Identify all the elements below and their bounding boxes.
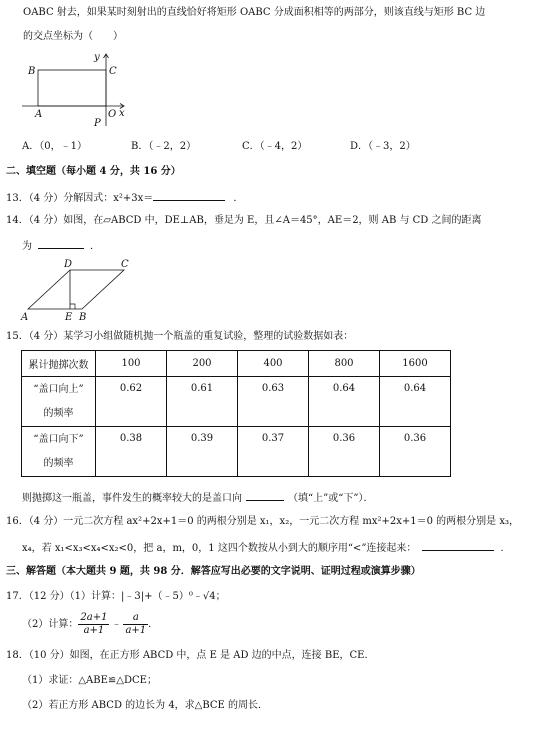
q16-score: （4 分） <box>28 516 64 527</box>
q12-text-line1: OABC 射去，如果某时刻射出的直线恰好将矩形 OABC 分成面积相等的两部分，则该直线与矩形 BC 边 <box>23 7 486 18</box>
table-cell: 0.37 <box>238 427 309 477</box>
q13-score: （4 分） <box>28 193 64 204</box>
choice-text: （﹣3，2） <box>368 141 416 152</box>
q15-followup <box>22 490 373 506</box>
q16-answer-blank[interactable] <box>422 540 494 551</box>
q16-end: ． <box>500 543 511 554</box>
q14-parallelogram-abcd <box>28 270 124 309</box>
q16-text-line1: 一元二次方程 ax²+2x+1＝0 的两根分别是 x₁，x₂，一元二次方程 mx²+2x+1＝0 的两根分别是 x₃， <box>63 516 520 527</box>
q14-label-e: E <box>65 312 73 322</box>
q17-part1-label: （1）计算： <box>69 591 122 602</box>
q14-label-a: A <box>21 312 29 322</box>
table-cell: 0.61 <box>167 377 238 427</box>
q14-number: 14． <box>6 215 29 226</box>
q12-choice-a[interactable] <box>22 140 87 154</box>
table-row <box>22 377 451 427</box>
q16-number: 16． <box>6 516 29 527</box>
q12-label-c: C <box>109 66 117 77</box>
table-header-cell: 累计抛掷次数 <box>22 351 96 377</box>
q14-score: （4 分） <box>28 215 64 226</box>
q17-number: 17． <box>6 591 29 602</box>
q13-text: 分解因式：x²+3x＝ <box>63 193 154 204</box>
table-row <box>22 427 451 477</box>
q15-stem <box>6 330 353 344</box>
table-cell: 0.39 <box>167 427 238 477</box>
table-header-cell: 800 <box>309 351 380 377</box>
q17-part2 <box>22 612 158 638</box>
q14-figure <box>18 256 138 322</box>
q13-end: ． <box>233 193 244 204</box>
q18-part2: （2）若正方形 ABCD 的边长为 4，求△BCE 的周长． <box>22 700 269 711</box>
q16-text-line2: x₄，若 x₁<x₃<x₄<x₂<0，把 a，m，0，1 这四个数按从小到大的顺序用“<”连接起来： <box>22 543 417 554</box>
section3-title: 三、解答题（本大题共 9 题，共 98 分．解答应写出必要的文字说明、证明过程或演算步骤） <box>6 566 421 577</box>
table-header-cell: 400 <box>238 351 309 377</box>
table-cell: 0.38 <box>96 427 167 477</box>
q12-text-line2: 的交点坐标为（ ） <box>23 31 123 42</box>
choice-text: （﹣2，2） <box>148 141 197 152</box>
q14-label-b: B <box>79 312 87 322</box>
q17-fraction-2 <box>123 612 148 637</box>
q12-label-b: B <box>28 66 36 77</box>
q14-label-d: D <box>64 259 73 270</box>
q17-part1-expression: |﹣3|+（﹣5）⁰﹣√4； <box>121 591 226 602</box>
q18-score: （10 分） <box>28 650 70 661</box>
q12-choice-d[interactable] <box>350 140 416 154</box>
choice-letter: D． <box>350 141 369 152</box>
q12-choice-b[interactable] <box>131 140 196 154</box>
q17-minus-sign: ﹣ <box>111 619 122 630</box>
q17-score: （12 分） <box>28 591 70 602</box>
q12-figure <box>20 48 140 130</box>
q14-answer-blank[interactable] <box>38 238 84 249</box>
table-cell: 0.63 <box>238 377 309 427</box>
fraction-denominator: a+1 <box>83 625 105 636</box>
q15-answer-blank[interactable] <box>246 490 284 501</box>
q17-part1 <box>6 590 226 604</box>
fraction-numerator: a <box>123 612 148 625</box>
table-row-label <box>22 377 96 427</box>
table-row-label <box>22 427 96 477</box>
q17-fraction-1 <box>78 612 109 637</box>
table-cell: 0.64 <box>309 377 380 427</box>
table-cell: 0.64 <box>380 377 451 427</box>
q14-end: ． <box>90 241 100 252</box>
q14-text-line2: 为 <box>22 241 32 252</box>
choice-letter: A． <box>22 141 40 152</box>
q14-line2 <box>22 238 100 254</box>
choice-letter: C． <box>242 141 260 152</box>
q12-label-y: y <box>94 52 100 63</box>
section2-title: 二、填空题（每小题 4 分，共 16 分） <box>6 166 181 177</box>
row-label-line1: “盖口向下” <box>33 433 84 445</box>
q12-label-x: x <box>119 108 125 119</box>
q12-label-a: A <box>35 109 43 120</box>
choice-text: （0，﹣1） <box>39 141 87 152</box>
q15-followup-text: 则抛掷这一瓶盖，事件发生的概率较大的是盖口向 <box>22 493 242 504</box>
q12-choice-c[interactable] <box>242 140 307 154</box>
row-label-line1: “盖口向上” <box>33 383 84 395</box>
table-header-cell: 200 <box>167 351 238 377</box>
table-cell: 0.62 <box>96 377 167 427</box>
table-cell: 0.36 <box>309 427 380 477</box>
fraction-denominator: a+1 <box>125 625 147 636</box>
q12-label-o: O <box>108 109 117 120</box>
q12-rectangle-oabc <box>38 70 106 106</box>
q15-frequency-table <box>21 350 451 477</box>
q14-label-c: C <box>121 259 129 270</box>
q17-end: ． <box>148 619 159 630</box>
q18-part1: （1）求证：△ABE≌△DCE； <box>22 675 157 686</box>
q15-followup-hint: （填“上”或“下”）． <box>288 493 374 504</box>
q13-number: 13． <box>6 193 29 204</box>
q18-stem <box>6 649 374 663</box>
choice-letter: B． <box>131 141 149 152</box>
row-label-line2: 的频率 <box>43 407 74 419</box>
q16-line2 <box>22 540 510 556</box>
q14-line1 <box>6 214 482 228</box>
q12-label-p: P <box>94 118 101 129</box>
q17-part2-label: （2）计算： <box>22 619 79 630</box>
q15-score: （4 分） <box>28 331 64 342</box>
q15-text: 某学习小组做随机抛一个瓶盖的重复试验，整理的试验数据如表： <box>63 331 354 342</box>
row-label-line2: 的频率 <box>43 457 74 469</box>
table-header-cell: 1600 <box>380 351 451 377</box>
q13 <box>6 190 243 206</box>
q18-number: 18． <box>6 650 29 661</box>
table-header-cell: 100 <box>96 351 167 377</box>
table-header-row <box>22 351 451 377</box>
fraction-numerator: 2a+1 <box>80 612 108 623</box>
choice-text: （﹣4，2） <box>259 141 308 152</box>
q16-line1 <box>6 515 519 529</box>
table-cell: 0.36 <box>380 427 451 477</box>
q14-text-line1: 如图，在▱ABCD 中，DE⊥AB，垂足为 E，且∠A＝45°，AE＝2，则 AB 与 CD 之间的距离 <box>63 215 482 226</box>
q18-text: 如图，在正方形 ABCD 中，点 E 是 AD 边的中点，连接 BE，CE． <box>69 650 375 661</box>
q14-right-angle-mark <box>70 304 75 309</box>
q13-answer-blank[interactable] <box>153 190 225 201</box>
q15-number: 15． <box>6 331 29 342</box>
